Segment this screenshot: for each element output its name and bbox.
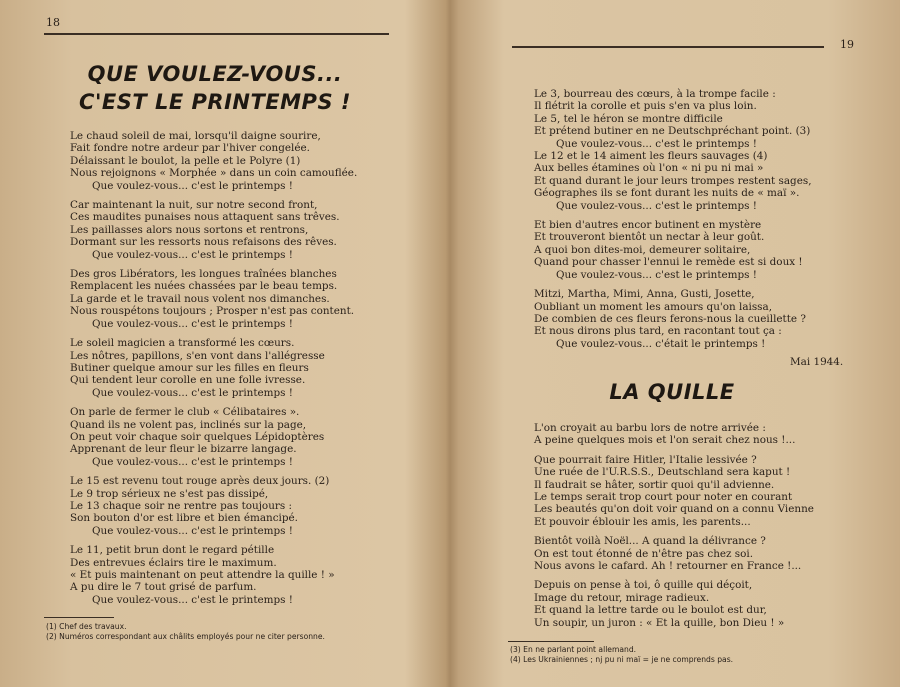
verse-line: Le 5, tel le héron se montre difficile	[534, 112, 723, 125]
verse-line: Ces maudites punaises nous attaquent sans trêves.	[70, 211, 340, 224]
verse-line: La garde et le travail nous volent nos dimanches.	[70, 292, 330, 305]
refrain-line: Que voulez-vous... c'est le printemps !	[556, 268, 757, 281]
verse-line: Nous rouspétons toujours ; Prosper n'est pas content.	[70, 305, 355, 318]
refrain-line: Que voulez-vous... c'est le printemps !	[92, 248, 293, 261]
verse-line: Mitzi, Martha, Mimi, Anna, Gusti, Josette,	[534, 288, 755, 301]
verse-line: Les beautés qu'on doit voir quand on a connu Vienne	[534, 503, 814, 516]
verse-line: Quand pour chasser l'ennui le remède est si doux !	[534, 256, 803, 269]
refrain-line: Que voulez-vous... c'est le printemps !	[92, 386, 293, 399]
poem-title-line1: QUE VOULEZ-VOUS...	[87, 62, 343, 86]
refrain-line: Que voulez-vous... c'est le printemps !	[92, 524, 293, 537]
verse-line: Apprenant de leur fleur le bizarre langage.	[70, 443, 297, 456]
verse-line: Butiner quelque amour sur les filles en fleurs	[70, 361, 309, 374]
page-number-right: 19	[840, 38, 854, 51]
poem-date: Mai 1944.	[790, 356, 844, 368]
verse-line: Et quand la lettre tarde ou le boulot est dur,	[534, 604, 767, 617]
stanza	[70, 130, 357, 192]
verse-line: Et quand durant le jour leurs trompes restent sages,	[534, 174, 812, 187]
verse-line: Dormant sur les ressorts nous refaisons des rêves.	[70, 236, 337, 249]
stanza	[534, 288, 812, 350]
verse-line: De combien de ces fleurs ferons-nous la cueillette ?	[534, 312, 806, 325]
verse-line: Les paillasses alors nous sortons et rentrons,	[70, 223, 309, 236]
footnote-1: (1) Chef des travaux.	[46, 622, 127, 631]
verse-line: Et nous dirons plus tard, en racontant tout ça :	[534, 325, 782, 338]
right-page	[452, 0, 900, 687]
verse-line: Et trouveront bientôt un nectar à leur goût.	[534, 231, 765, 244]
stanza	[534, 454, 814, 528]
poem-title-line2: C'EST LE PRINTEMPS !	[79, 90, 351, 114]
verse-line: L'on croyait au barbu lors de notre arrivée :	[534, 422, 766, 434]
verse-line: Qui tendent leur corolle en une folle ivresse.	[70, 374, 306, 387]
verse-line: Délaissant le boulot, la pelle et le Polyre (1)	[70, 154, 301, 167]
verse-line: On est tout étonné de n'être pas chez soi.	[534, 547, 754, 560]
footnote-4: (4) Les Ukrainiennes ; nj pu ni maï = je ne comprends pas.	[510, 655, 734, 664]
verse-line: Le 15 est revenu tout rouge après deux jours. (2)	[70, 475, 330, 488]
verse-line: Le 9 trop sérieux ne s'est pas dissipé,	[70, 487, 269, 500]
verse-line: Aux belles étamines où l'on « ni pu ni mai »	[534, 162, 764, 175]
verse-line: Bientôt voilà Noël... A quand la délivrance ?	[534, 535, 766, 548]
stanza	[70, 406, 357, 468]
verse-line: Et bien d'autres encor butinent en mystère	[534, 219, 762, 232]
page-number-left: 18	[46, 16, 60, 29]
verse-line: Les nôtres, papillons, s'en vont dans l'allégresse	[70, 349, 325, 362]
verse-line: Nous avons le cafard. Ah ! retourner en France !...	[534, 560, 802, 573]
refrain-line: Que voulez-vous... c'est le printemps !	[556, 199, 757, 212]
verse-line: Des entrevues éclairs tire le maximum.	[70, 556, 277, 569]
verse-line: Le 11, petit brun dont le regard pétille	[70, 544, 275, 557]
verse-line: Un soupir, un juron : « Et la quille, bon Dieu ! »	[534, 616, 785, 629]
verse-line: Car maintenant la nuit, sur notre second front,	[70, 199, 318, 212]
stanza	[70, 544, 357, 606]
verse-line: Le temps serait trop court pour noter en courant	[534, 491, 793, 504]
header-rule-right	[512, 46, 824, 48]
verse-line: A quoi bon dites-moi, demeurer solitaire,	[534, 243, 751, 256]
footnote-2: (2) Numéros correspondant aux châlits employés pour ne citer personne.	[46, 632, 325, 641]
verse-line: « Et puis maintenant on peut attendre la quille ! »	[70, 569, 335, 581]
stanza	[534, 579, 814, 629]
verse-line: Fait fondre notre ardeur par l'hiver congelée.	[70, 142, 310, 155]
verse-line: Et prétend butiner en ne Deutschpréchant point. (3)	[534, 125, 811, 138]
verse-line: Que pourrait faire Hitler, l'Italie lessivée ?	[534, 453, 757, 466]
verse-line: Il faudrait se hâter, sortir quoi qu'il advienne.	[534, 478, 775, 491]
refrain-line: Que voulez-vous... c'est le printemps !	[556, 137, 757, 150]
verse-line: On parle de fermer le club « Célibataires ».	[70, 406, 300, 419]
verse-line: On peut voir chaque soir quelques Lépidoptères	[70, 430, 325, 443]
header-rule-left	[44, 33, 389, 35]
verse-line: Nous rejoignons « Morphée » dans un coin camouflée.	[70, 167, 358, 180]
verse-line: Oubliant un moment les amours qu'on laissa,	[534, 300, 773, 313]
verse-line: Une ruée de l'U.R.S.S., Deutschland sera kaput !	[534, 466, 791, 479]
stanza	[534, 422, 814, 447]
refrain-line: Que voulez-vous... c'est le printemps !	[92, 179, 293, 192]
poem-body-left	[70, 130, 357, 613]
verse-line: Des gros Libérators, les longues traînées blanches	[70, 268, 337, 281]
verse-line: A pu dire le 7 tout grisé de parfum.	[70, 581, 257, 594]
refrain-line: Que voulez-vous... c'est le printemps !	[92, 455, 293, 468]
verse-line: Le chaud soleil de mai, lorsqu'il daigne sourire,	[70, 130, 321, 142]
footnotes-left	[46, 622, 325, 642]
stanza	[70, 475, 357, 537]
refrain-line: Que voulez-vous... c'est le printemps !	[92, 593, 293, 606]
refrain-line: Que voulez-vous... c'était le printemps !	[556, 337, 766, 350]
footnote-rule-left	[44, 617, 114, 618]
footnotes-right	[510, 645, 733, 665]
quille-title: LA QUILLE	[609, 380, 735, 404]
poem-body-right	[534, 88, 812, 357]
quille-body	[534, 422, 814, 636]
stanza	[70, 337, 357, 399]
stanza	[534, 535, 814, 572]
verse-line: Le 13 chaque soir ne rentre pas toujours :	[70, 499, 292, 512]
verse-line: Quand ils ne volent pas, inclinés sur la page,	[70, 418, 307, 431]
verse-line: Son bouton d'or est libre et bien émancipé.	[70, 512, 298, 525]
stanza	[70, 199, 357, 261]
stanza	[534, 219, 812, 281]
verse-line: Et pouvoir éblouir les amis, les parents...	[534, 515, 751, 528]
verse-line: Le soleil magicien a transformé les cœurs.	[70, 337, 295, 350]
verse-line: Depuis on pense à toi, ô quille qui déçoit,	[534, 579, 753, 592]
verse-line: Géographes ils se font durant les nuits de « maï ».	[534, 187, 800, 200]
verse-line: Le 12 et le 14 aiment les fleurs sauvages (4)	[534, 150, 768, 163]
refrain-line: Que voulez-vous... c'est le printemps !	[92, 317, 293, 330]
footnote-rule-right	[508, 641, 594, 642]
footnote-3: (3) En ne parlant point allemand.	[510, 645, 637, 654]
verse-line: A peine quelques mois et l'on serait chez nous !...	[534, 434, 796, 447]
stanza	[70, 268, 357, 330]
verse-line: Il flétrit la corolle et puis s'en va plus loin.	[534, 100, 757, 113]
verse-line: Image du retour, mirage radieux.	[534, 591, 710, 604]
verse-line: Le 3, bourreau des cœurs, à la trompe facile :	[534, 88, 776, 100]
stanza	[534, 88, 812, 212]
verse-line: Remplacent les nuées chassées par le beau temps.	[70, 280, 338, 293]
